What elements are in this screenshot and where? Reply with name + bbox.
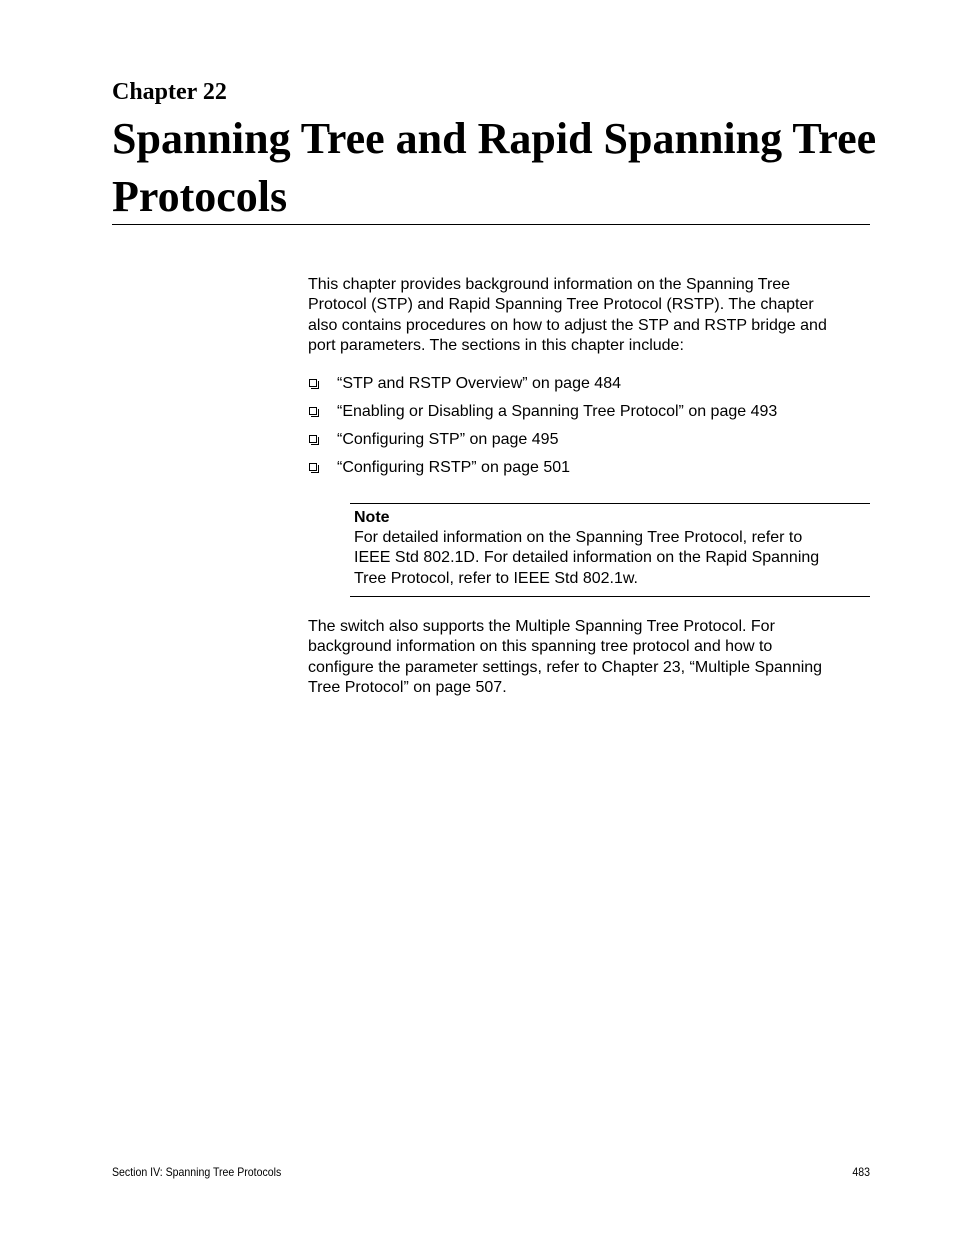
closing-line: configure the parameter settings, refer to Chapter 23, “Multiple Spanning — [308, 658, 823, 676]
intro-paragraph — [308, 275, 876, 356]
checkbox-bullet-icon — [309, 407, 317, 415]
intro-line: also contains procedures on how to adjust the STP and RSTP bridge and — [308, 316, 827, 334]
note-heading: Note — [354, 509, 390, 526]
chapter-label: Chapter 22 — [112, 79, 227, 105]
note-line: For detailed information on the Spanning Tree Protocol, refer to — [354, 529, 803, 546]
checkbox-bullet-icon — [309, 463, 317, 471]
closing-line: background information on this spanning tree protocol and how to — [308, 638, 773, 656]
section-list — [308, 373, 876, 485]
chapter-title — [112, 110, 882, 226]
checkbox-bullet-icon — [309, 379, 317, 387]
section-list-item[interactable] — [308, 429, 876, 457]
note-line: IEEE Std 802.1D. For detailed information on the Rapid Spanning — [354, 549, 820, 567]
checkbox-bullet-icon — [309, 435, 317, 443]
section-link[interactable]: “Configuring STP” on page 495 — [337, 431, 559, 448]
intro-line: Protocol (STP) and Rapid Spanning Tree Protocol (RSTP). The chapter — [308, 296, 814, 314]
title-rule — [112, 224, 870, 225]
section-list-item[interactable] — [308, 373, 876, 401]
note-box — [350, 503, 870, 597]
footer-page-number: 483 — [852, 1165, 870, 1179]
closing-paragraph — [308, 617, 876, 698]
chapter-title-line-2: Protocols — [112, 172, 288, 221]
section-list-item[interactable] — [308, 457, 876, 485]
closing-line: The switch also supports the Multiple Spanning Tree Protocol. For — [308, 618, 775, 635]
intro-line: This chapter provides background information on the Spanning Tree — [308, 276, 791, 293]
intro-line: port parameters. The sections in this chapter include: — [308, 336, 684, 354]
note-line: Tree Protocol, refer to IEEE Std 802.1w. — [354, 569, 638, 587]
chapter-title-line-1: Spanning Tree and Rapid Spanning Tree — [112, 114, 877, 163]
closing-line: Tree Protocol” on page 507. — [308, 678, 507, 696]
section-link[interactable]: “STP and RSTP Overview” on page 484 — [337, 375, 621, 392]
section-link[interactable]: “Enabling or Disabling a Spanning Tree Protocol” on page 493 — [337, 403, 778, 420]
section-list-item[interactable] — [308, 401, 876, 429]
note-body — [354, 528, 870, 589]
section-link[interactable]: “Configuring RSTP” on page 501 — [337, 459, 571, 476]
footer-section-title: Section IV: Spanning Tree Protocols — [112, 1165, 282, 1179]
